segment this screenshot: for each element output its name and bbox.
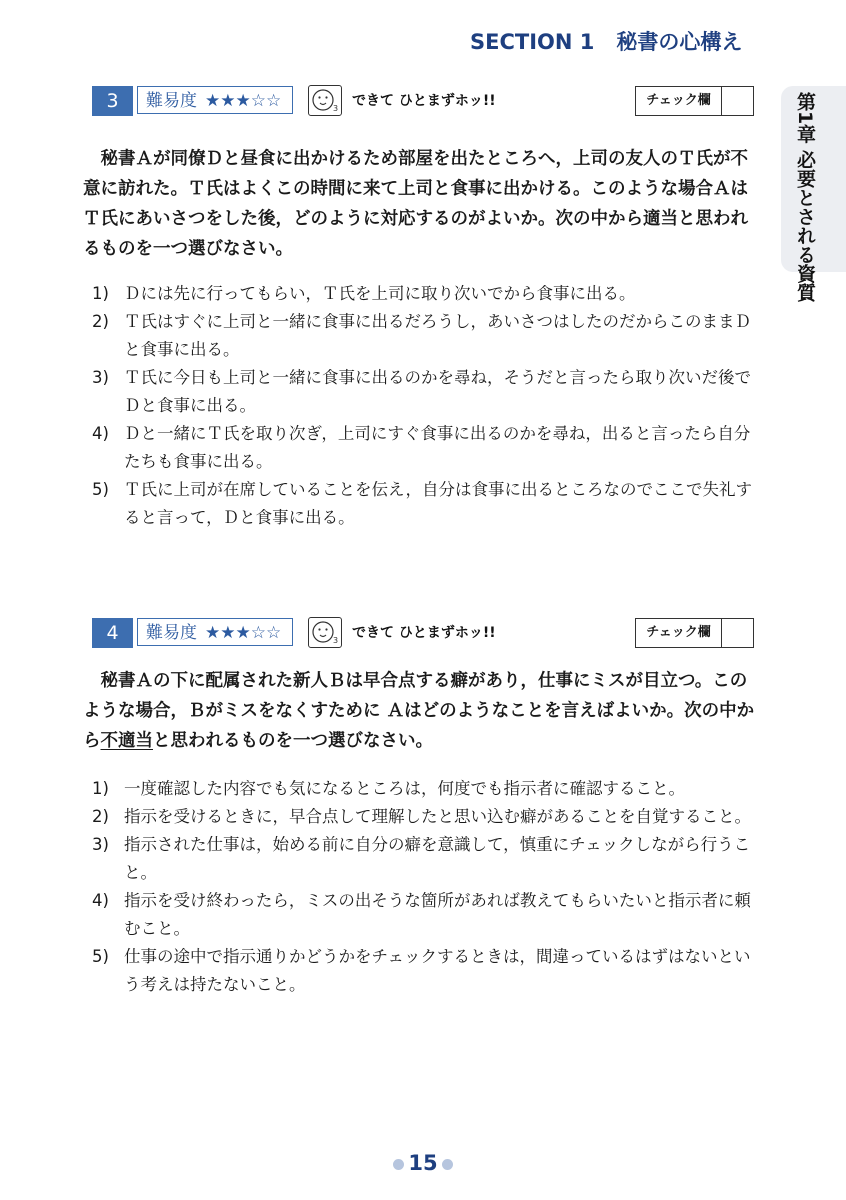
option-number: 3) xyxy=(92,368,109,387)
section-number: SECTION 1 xyxy=(470,30,595,54)
check-box[interactable] xyxy=(635,618,754,648)
option-text: 仕事の途中で指示通りかどうかをチェックするときは，間違っているはずはないという考えは持たないこと。 xyxy=(124,947,751,994)
difficulty-stars: ★★★☆☆ xyxy=(205,623,282,643)
check-cell[interactable] xyxy=(722,87,753,115)
option-text: 指示された仕事は，始める前に自分の癖を意識して，慎重にチェックしながら行うこと。 xyxy=(124,835,751,882)
option-item xyxy=(92,943,756,999)
question-3-text: 秘書Ａが同僚Ｄと昼食に出かけるため部屋を出たところへ，上司の友人のＴ氏が不意に訪れた。Ｔ氏はよくこの時間に来て上司と食事に出かける。このような場合ＡはＴ氏にあいさつをした後，どのように対応するのがよいか。次の中から適当と思われるものを一つ選びなさい。 xyxy=(83,149,748,259)
option-item xyxy=(92,364,756,420)
difficulty-comment: できて ひとまずホッ!! xyxy=(352,93,496,109)
option-text: Ｔ氏に今日も上司と一緒に食事に出るのかを尋ね，そうだと言ったら取り次いだ後でＤと食事に出る。 xyxy=(124,368,751,415)
option-text: Ｄと一緒にＴ氏を取り次ぎ，上司にすぐ食事に出るのかを尋ね，出ると言ったら自分たちも食事に出る。 xyxy=(124,424,751,471)
svg-text:3: 3 xyxy=(333,636,339,645)
option-item xyxy=(92,887,756,943)
difficulty-rating xyxy=(137,86,293,114)
option-item xyxy=(92,280,756,308)
question-4-options xyxy=(92,775,756,999)
option-text: Ｔ氏はすぐに上司と一緒に食事に出るだろうし，あいさつはしたのだからこのままＤと食事に出る。 xyxy=(124,312,751,359)
difficulty-label: 難易度 xyxy=(146,623,197,643)
section-title: 秘書の心構え xyxy=(616,30,743,54)
difficulty-stars: ★★★☆☆ xyxy=(205,91,282,111)
option-number: 2) xyxy=(92,312,109,331)
option-text: 指示を受け終わったら，ミスの出そうな箇所があれば教えてもらいたいと指示者に頼むこと。 xyxy=(124,891,751,938)
check-box[interactable] xyxy=(635,86,754,116)
option-text: 一度確認した内容でも気になるところは，何度でも指示者に確認すること。 xyxy=(124,779,685,798)
question-text-underlined: 不適当 xyxy=(100,731,153,751)
face-3-icon xyxy=(308,85,342,116)
check-cell[interactable] xyxy=(722,619,753,647)
question-4-header xyxy=(92,618,754,648)
question-text-before: 秘書Ａの下に配属された新人Ｂは早合点する癖があり，仕事にミスが目立つ。このような場合，Ｂがミスをなくすために Ａはどのようなことを言えばよいか。次の中から xyxy=(83,671,755,751)
option-number: 5) xyxy=(92,480,109,499)
page-number xyxy=(0,1151,846,1175)
question-text-after: と思われるものを一つ選びなさい。 xyxy=(153,731,433,751)
option-text: Ｄには先に行ってもらい，Ｔ氏を上司に取り次いでから食事に出る。 xyxy=(124,284,636,303)
option-number: 1) xyxy=(92,284,109,303)
left-dot xyxy=(393,1159,404,1170)
option-text: 指示を受けるときに，早合点して理解したと思い込む癖があることを自覚すること。 xyxy=(124,807,751,826)
option-item xyxy=(92,308,756,364)
option-number: 2) xyxy=(92,807,109,826)
option-item xyxy=(92,831,756,887)
difficulty-comment: できて ひとまずホッ!! xyxy=(352,625,496,641)
option-item xyxy=(92,775,756,803)
question-number: 3 xyxy=(92,86,133,116)
page-number-text: 15 xyxy=(408,1151,438,1175)
option-number: 3) xyxy=(92,835,109,854)
option-number: 4) xyxy=(92,891,109,910)
check-label: チェック欄 xyxy=(636,619,722,647)
option-number: 1) xyxy=(92,779,109,798)
option-number: 5) xyxy=(92,947,109,966)
question-3-options xyxy=(92,280,756,532)
chapter-tab-label: 第1章 必要とされる資質 xyxy=(794,92,816,302)
face-3-icon xyxy=(308,617,342,648)
svg-text:3: 3 xyxy=(333,104,339,113)
section-header xyxy=(470,26,770,56)
check-label: チェック欄 xyxy=(636,87,722,115)
question-number: 4 xyxy=(92,618,133,648)
difficulty-label: 難易度 xyxy=(146,91,197,111)
question-4-text xyxy=(83,666,755,756)
question-3-header xyxy=(92,86,754,116)
option-item xyxy=(92,476,756,532)
option-text: Ｔ氏に上司が在席していることを伝え，自分は食事に出るところなのでここで失礼すると言って，Ｄと食事に出る。 xyxy=(124,480,752,527)
option-number: 4) xyxy=(92,424,109,443)
option-item xyxy=(92,420,756,476)
option-item xyxy=(92,803,756,831)
difficulty-rating xyxy=(137,618,293,646)
right-dot xyxy=(442,1159,453,1170)
